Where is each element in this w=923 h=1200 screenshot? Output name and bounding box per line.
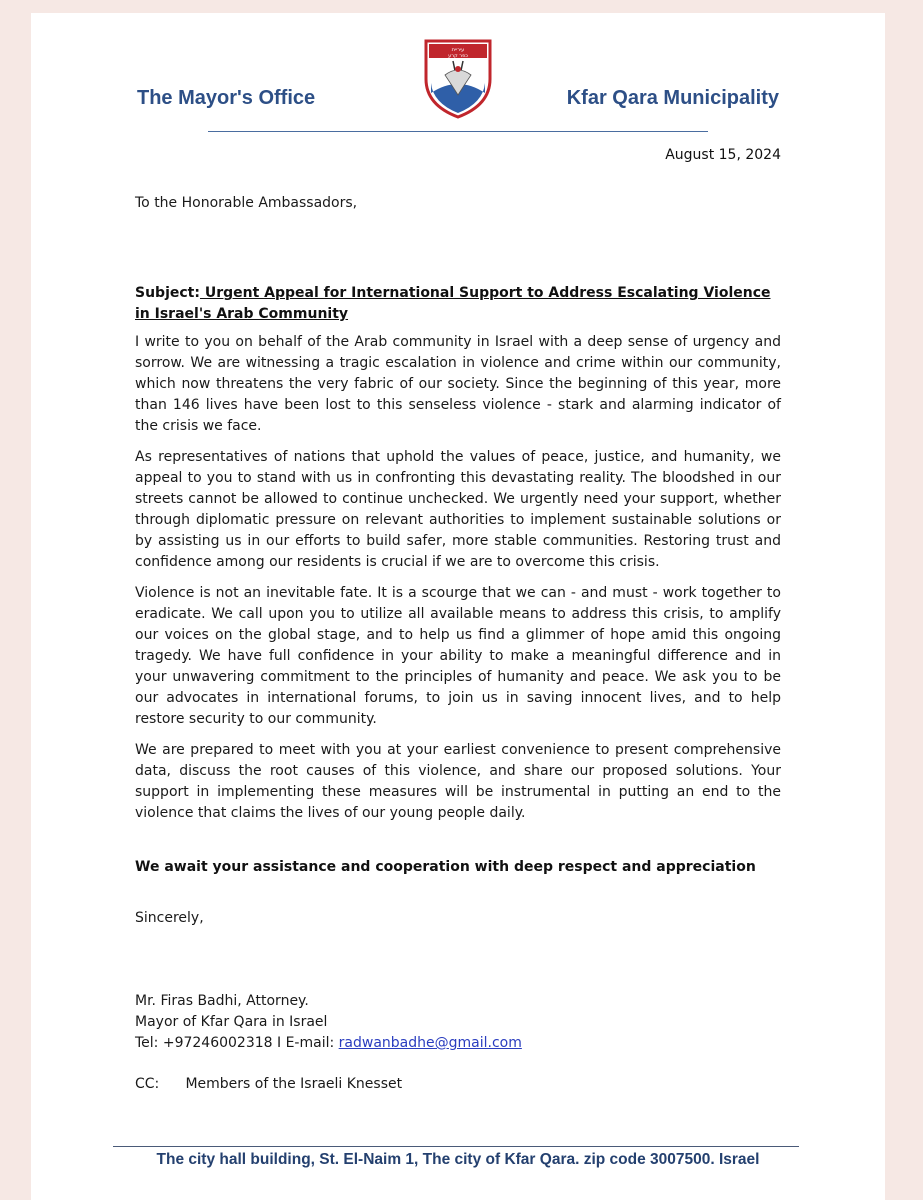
signature-block: [135, 991, 781, 1054]
body-paragraph: I write to you on behalf of the Arab community in Israel with a deep sense of urgency and sorrow. We are witnessing a tragic escalation in violence and crime within our community, which now threatens the very fabric of our society. Since the beginning of this year, more than 146 lives have been lost to this senseless violence - stark and alarming indicator of the crisis we face.: [135, 334, 781, 434]
subject-label: Subject:: [135, 285, 200, 301]
contact-prefix: Tel: +97246002318 I E-mail:: [135, 1035, 339, 1051]
signer-name: Mr. Firas Badhi, Attorney.: [135, 993, 309, 1009]
subject-line: [135, 283, 781, 325]
emblem-bottom-text: כפר קרע: [448, 53, 468, 59]
footer-address: The city hall building, St. El-Naim 1, The city of Kfar Qara. zip code 3007500. Israel: [156, 1151, 760, 1168]
letter-date: August 15, 2024: [665, 147, 781, 163]
email-link[interactable]: radwanbadhe@gmail.com: [338, 1035, 522, 1051]
mayors-office-title: The Mayor's Office: [137, 87, 316, 109]
closing-line: We await your assistance and cooperation with deep respect and appreciation: [135, 859, 756, 875]
header-divider: [208, 131, 708, 132]
letter-body: [135, 332, 781, 834]
emblem-top-text: עיריית: [451, 47, 465, 53]
municipality-title: Kfar Qara Municipality: [566, 87, 779, 109]
salutation: To the Honorable Ambassadors,: [135, 195, 358, 211]
body-paragraph: We are prepared to meet with you at your earliest convenience to present comprehensive data, discuss the root causes of this violence, and share our proposed solutions. Your support in implementing these measures will be instrumental in putting an end to the violence that claims the lives of our young people daily.: [135, 742, 781, 821]
footer-divider: [113, 1146, 799, 1147]
body-paragraph: As representatives of nations that uphold the values of peace, justice, and humanity, we appeal to you to stand with us in confronting this devastating reality. The bloodshed in our streets cannot be allowed to continue unchecked. We urgently need your support, whether through diplomatic pressure on relevant authorities to implement sustainable solutions or by assisting us in our efforts to build safer, more stable communities. Restoring trust and confidence among our residents is crucial if we are to overcome this crisis.: [135, 449, 781, 570]
cc-line: [135, 1074, 781, 1095]
cc-value: Members of the Israeli Knesset: [185, 1076, 403, 1092]
subject-text: Urgent Appeal for International Support to Address Escalating Violence in Israel's Arab Community: [135, 285, 771, 322]
body-paragraph: Violence is not an inevitable fate. It is a scourge that we can - and must - work together to eradicate. We call upon you to utilize all available means to address this crisis, to amplify our voices on the global stage, and to help us find a glimmer of hope amid this ongoing tragedy. We have full confidence in your ability to make a meaningful difference and in your unwavering commitment to the principles of humanity and peace. We ask you to be our advocates in international forums, to join us in saving innocent lives, and to help restore security to our community.: [135, 585, 781, 727]
signer-contact: [135, 1033, 781, 1054]
sign-off: Sincerely,: [135, 910, 204, 926]
cc-label: CC:: [135, 1076, 160, 1092]
signer-title: Mayor of Kfar Qara in Israel: [135, 1014, 328, 1030]
municipality-emblem-icon: [423, 35, 493, 119]
letter-page: [31, 13, 885, 1200]
